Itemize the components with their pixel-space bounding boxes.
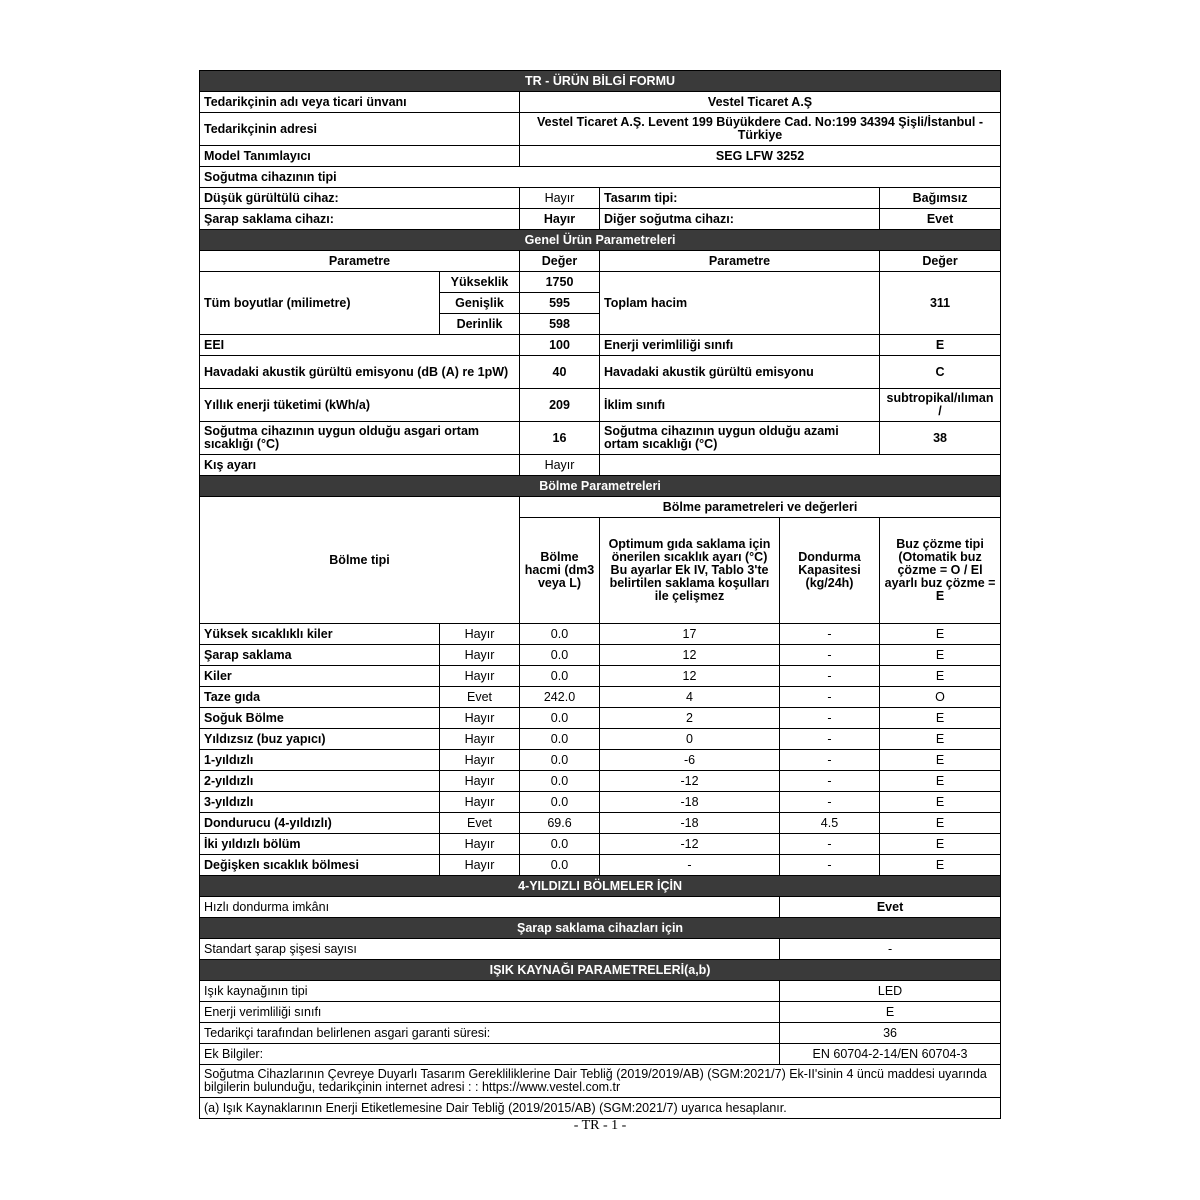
annual-energy-value: 209 [520, 389, 600, 422]
note-light-source: (a) Işık Kaynaklarının Enerji Etiketlemesine Dair Tebliğ (2019/2015/AB) (SGM:2021/7) uyarıca hesaplanır. [200, 1098, 1001, 1119]
compartment-temp: -6 [600, 750, 780, 771]
compartment-present: Hayır [440, 666, 520, 687]
compartment-name: 2-yıldızlı [200, 771, 440, 792]
model-label: Model Tanımlayıcı [200, 146, 520, 167]
compartment-present: Hayır [440, 771, 520, 792]
max-temp-label: Soğutma cihazının uygun olduğu azami ortam sıcaklığı (°C) [600, 422, 880, 455]
compartment-row [200, 645, 1001, 666]
light-source-header: IŞIK KAYNAĞI PARAMETRELERİ(a,b) [200, 960, 1001, 981]
compartment-defrost: E [880, 666, 1001, 687]
wine-storage-value: Hayır [520, 209, 600, 230]
compartment-name: Dondurucu (4-yıldızlı) [200, 813, 440, 834]
compartment-row [200, 771, 1001, 792]
compartment-freeze: 4.5 [780, 813, 880, 834]
compartment-present: Evet [440, 687, 520, 708]
compartment-name: 1-yıldızlı [200, 750, 440, 771]
compartment-freeze: - [780, 729, 880, 750]
compartment-present: Hayır [440, 792, 520, 813]
col-value-right: Değer [880, 251, 1001, 272]
compartment-subheader: Bölme parametreleri ve değerleri [520, 497, 1001, 518]
compartment-freeze: - [780, 771, 880, 792]
compartment-freeze: - [780, 792, 880, 813]
energy-class-value: E [880, 335, 1001, 356]
compartment-present: Hayır [440, 834, 520, 855]
compartment-name: Soğuk Bölme [200, 708, 440, 729]
form-title: TR - ÜRÜN BİLGİ FORMU [200, 71, 1001, 92]
compartment-volume: 0.0 [520, 750, 600, 771]
compartment-volume: 0.0 [520, 624, 600, 645]
compartment-temp: - [600, 855, 780, 876]
compartment-row [200, 813, 1001, 834]
height-value: 1750 [520, 272, 600, 293]
compartment-name: İki yıldızlı bölüm [200, 834, 440, 855]
compartment-volume: 0.0 [520, 834, 600, 855]
height-label: Yükseklik [440, 272, 520, 293]
energy-class-label: Enerji verimliliği sınıfı [600, 335, 880, 356]
compartment-defrost: E [880, 855, 1001, 876]
compartment-volume: 0.0 [520, 729, 600, 750]
light-class-value: E [780, 1002, 1001, 1023]
annual-energy-label: Yıllık enerji tüketimi (kWh/a) [200, 389, 520, 422]
compartment-defrost: E [880, 813, 1001, 834]
supplier-address-value: Vestel Ticaret A.Ş. Levent 199 Büyükdere Cad. No:199 34394 Şişli/İstanbul - Türkiye [520, 113, 1001, 146]
winter-empty [600, 455, 1001, 476]
compartment-volume: 69.6 [520, 813, 600, 834]
compartment-temp: 0 [600, 729, 780, 750]
compartment-params-header: Bölme Parametreleri [200, 476, 1001, 497]
compartment-temp: 12 [600, 645, 780, 666]
wine-bottles-label: Standart şarap şişesi sayısı [200, 939, 780, 960]
compartment-defrost: E [880, 708, 1001, 729]
compartment-row [200, 855, 1001, 876]
compartment-row [200, 729, 1001, 750]
climate-class-label: İklim sınıfı [600, 389, 880, 422]
compartment-defrost: E [880, 771, 1001, 792]
min-temp-value: 16 [520, 422, 600, 455]
fast-freeze-label: Hızlı dondurma imkânı [200, 897, 780, 918]
low-noise-label: Düşük gürültülü cihaz: [200, 188, 520, 209]
depth-label: Derinlik [440, 314, 520, 335]
compartment-defrost: E [880, 834, 1001, 855]
compartment-name: Yıldızsız (buz yapıcı) [200, 729, 440, 750]
compartment-present: Hayır [440, 645, 520, 666]
compartment-row [200, 624, 1001, 645]
fast-freeze-value: Evet [780, 897, 1001, 918]
col-value-left: Değer [520, 251, 600, 272]
compartment-volume: 0.0 [520, 855, 600, 876]
light-type-label: Işık kaynağının tipi [200, 981, 780, 1002]
light-class-label: Enerji verimliliği sınıfı [200, 1002, 780, 1023]
note-website: Soğutma Cihazlarının Çevreye Duyarlı Tasarım Gerekliliklerine Dair Tebliğ (2019/2019/AB) (SGM:2021/7) Ek-II'sinin 4 üncü maddesi uyarında bilgilerin bulunduğu, tedarikçinin internet adresi : : https://www.vestel.com.tr [200, 1065, 1001, 1098]
page-number: - TR - 1 - [573, 1118, 627, 1133]
compartment-present: Hayır [440, 855, 520, 876]
compartment-temp: -18 [600, 813, 780, 834]
width-label: Genişlik [440, 293, 520, 314]
compartment-freeze: - [780, 666, 880, 687]
compartment-defrost: O [880, 687, 1001, 708]
wine-storage-label: Şarap saklama cihazı: [200, 209, 520, 230]
compartment-freeze: - [780, 834, 880, 855]
total-volume-value: 311 [880, 272, 1001, 335]
compartment-defrost: E [880, 729, 1001, 750]
width-value: 595 [520, 293, 600, 314]
compartment-defrost: E [880, 792, 1001, 813]
noise-class-value: C [880, 356, 1001, 389]
low-noise-value: Hayır [520, 188, 600, 209]
warranty-value: 36 [780, 1023, 1001, 1044]
compartment-volume: 0.0 [520, 708, 600, 729]
other-device-value: Evet [880, 209, 1001, 230]
device-type-label: Soğutma cihazının tipi [200, 167, 1001, 188]
total-volume-label: Toplam hacim [600, 272, 880, 335]
eei-label: EEI [200, 335, 520, 356]
compartment-temp: 17 [600, 624, 780, 645]
compartment-volume-header: Bölme hacmi (dm3 veya L) [520, 518, 600, 624]
extra-info-value: EN 60704-2-14/EN 60704-3 [780, 1044, 1001, 1065]
design-type-value: Bağımsız [880, 188, 1001, 209]
general-params-header: Genel Ürün Parametreleri [200, 230, 1001, 251]
compartment-defrost-header: Buz çözme tipi (Otomatik buz çözme = O / El ayarlı buz çözme = E [880, 518, 1001, 624]
compartment-temp-header: Optimum gıda saklama için önerilen sıcaklık ayarı (°C) Bu ayarlar Ek IV, Tablo 3'te belirtilen saklama koşulları ile çelişmez [600, 518, 780, 624]
supplier-address-label: Tedarikçinin adresi [200, 113, 520, 146]
max-temp-value: 38 [880, 422, 1001, 455]
col-param-left: Parametre [200, 251, 520, 272]
compartment-freeze: - [780, 855, 880, 876]
compartment-row [200, 708, 1001, 729]
warranty-label: Tedarikçi tarafından belirlenen asgari garanti süresi: [200, 1023, 780, 1044]
compartment-type-header: Bölme tipi [200, 497, 520, 624]
compartment-present: Hayır [440, 729, 520, 750]
compartment-row [200, 792, 1001, 813]
compartment-volume: 0.0 [520, 771, 600, 792]
compartment-temp: -12 [600, 834, 780, 855]
compartment-volume: 0.0 [520, 666, 600, 687]
supplier-name-value: Vestel Ticaret A.Ş [520, 92, 1001, 113]
compartment-present: Hayır [440, 708, 520, 729]
model-value: SEG LFW 3252 [520, 146, 1001, 167]
compartment-volume: 242.0 [520, 687, 600, 708]
compartment-present: Hayır [440, 750, 520, 771]
compartment-row [200, 750, 1001, 771]
compartment-freeze: - [780, 645, 880, 666]
noise-value: 40 [520, 356, 600, 389]
extra-info-label: Ek Bilgiler: [200, 1044, 780, 1065]
min-temp-label: Soğutma cihazının uygun olduğu asgari ortam sıcaklığı (°C) [200, 422, 520, 455]
compartment-temp: -12 [600, 771, 780, 792]
compartment-freeze: - [780, 708, 880, 729]
compartment-name: Yüksek sıcaklıklı kiler [200, 624, 440, 645]
compartment-temp: 2 [600, 708, 780, 729]
four-star-header: 4-YILDIZLI BÖLMELER İÇİN [200, 876, 1001, 897]
compartment-name: Şarap saklama [200, 645, 440, 666]
light-type-value: LED [780, 981, 1001, 1002]
climate-class-value: subtropikal/ılıman / [880, 389, 1001, 422]
eei-value: 100 [520, 335, 600, 356]
compartment-defrost: E [880, 750, 1001, 771]
compartment-freeze: - [780, 687, 880, 708]
compartment-present: Evet [440, 813, 520, 834]
dimensions-label: Tüm boyutlar (milimetre) [200, 272, 440, 335]
compartment-freeze: - [780, 750, 880, 771]
compartment-name: Taze gıda [200, 687, 440, 708]
supplier-name-label: Tedarikçinin adı veya ticari ünvanı [200, 92, 520, 113]
compartment-temp: 12 [600, 666, 780, 687]
compartment-name: Değişken sıcaklık bölmesi [200, 855, 440, 876]
col-param-right: Parametre [600, 251, 880, 272]
compartment-temp: -18 [600, 792, 780, 813]
noise-class-label: Havadaki akustik gürültü emisyonu [600, 356, 880, 389]
winter-setting-label: Kış ayarı [200, 455, 520, 476]
wine-bottles-value: - [780, 939, 1001, 960]
product-info-table [199, 70, 1001, 1119]
winter-setting-value: Hayır [520, 455, 600, 476]
compartment-defrost: E [880, 645, 1001, 666]
compartment-volume: 0.0 [520, 792, 600, 813]
compartment-name: Kiler [200, 666, 440, 687]
compartment-freeze-header: Dondurma Kapasitesi (kg/24h) [780, 518, 880, 624]
compartment-row [200, 666, 1001, 687]
noise-label: Havadaki akustik gürültü emisyonu (dB (A) re 1pW) [200, 356, 520, 389]
compartment-defrost: E [880, 624, 1001, 645]
compartment-freeze: - [780, 624, 880, 645]
depth-value: 598 [520, 314, 600, 335]
compartment-volume: 0.0 [520, 645, 600, 666]
compartment-rows [200, 624, 1001, 876]
wine-header: Şarap saklama cihazları için [200, 918, 1001, 939]
compartment-row [200, 687, 1001, 708]
compartment-present: Hayır [440, 624, 520, 645]
compartment-name: 3-yıldızlı [200, 792, 440, 813]
design-type-label: Tasarım tipi: [600, 188, 880, 209]
compartment-temp: 4 [600, 687, 780, 708]
other-device-label: Diğer soğutma cihazı: [600, 209, 880, 230]
compartment-row [200, 834, 1001, 855]
